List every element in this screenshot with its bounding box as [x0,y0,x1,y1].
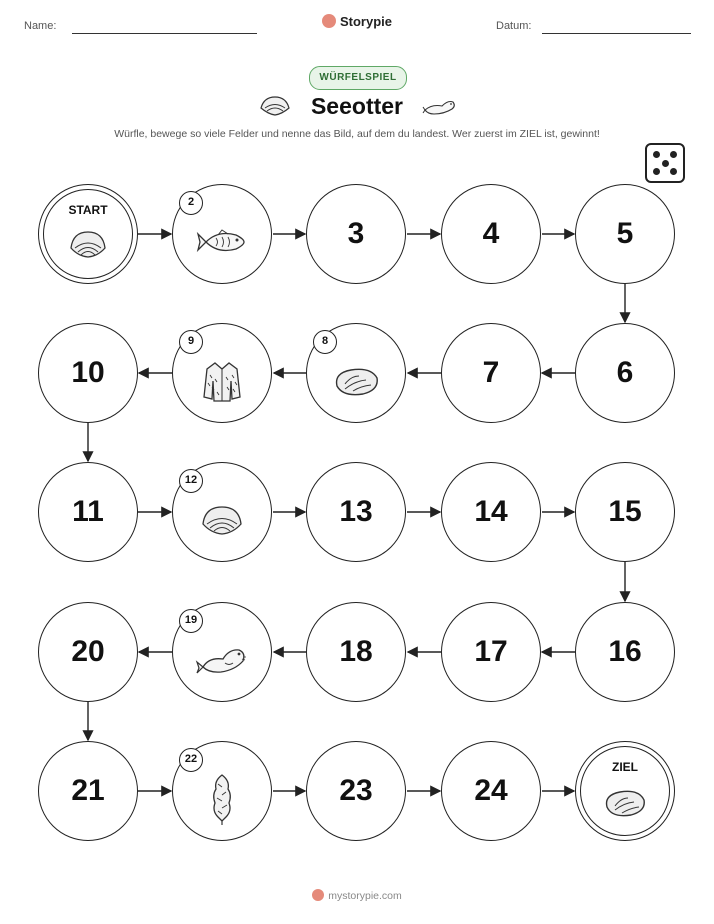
stone-icon [602,787,648,819]
goal-label: ZIEL [612,760,638,774]
board-cell-4 [441,184,541,284]
clam-icon [68,228,108,260]
board-cell-24 [441,741,541,841]
board-cell-23 [306,741,406,841]
cell-number-badge: 19 [179,609,203,633]
board-cell-21 [38,741,138,841]
cell-number: 10 [71,356,105,389]
instructions-text: Würfle, bewege so viele Felder und nenne das Bild, auf dem du landest. Wer zuerst im ZIEL ist, gewinnt! [114,128,600,140]
board-cell-6 [575,323,675,423]
sea-otter-icon [195,643,249,677]
start-label: START [68,203,108,217]
board-cell-14 [441,462,541,562]
page-title: Seeotter [310,93,404,119]
cell-number-badge: 2 [179,191,203,215]
cell-number: 16 [608,635,642,668]
cell-number: 15 [608,495,642,528]
board-cell-15 [575,462,675,562]
board-cell-3 [306,184,406,284]
cell-number: 14 [474,495,508,528]
cell-number-badge: 22 [179,748,203,772]
board-cell-11 [38,462,138,562]
cell-number: 3 [347,217,365,250]
board-cell-17 [441,602,541,702]
board-cell-5 [575,184,675,284]
board-cell-18 [306,602,406,702]
fur-coat-icon [202,359,242,403]
stone-icon [331,364,381,398]
start-cell [38,184,138,284]
cell-number: 6 [616,356,634,389]
cell-number: 24 [474,774,508,807]
date-label: Datum: [496,20,532,32]
cell-number-badge: 9 [179,330,203,354]
cell-number: 18 [339,635,373,668]
footer-url: mystorypie.com [328,890,402,902]
clam-icon [200,503,244,537]
kelp-leaf-icon [210,771,234,827]
cell-number: 20 [71,635,105,668]
board-cell-7 [441,323,541,423]
board-cell-13 [306,462,406,562]
bear-logo-icon [312,889,324,901]
cell-number: 7 [482,356,500,389]
board-cell-16 [575,602,675,702]
board-cell-10 [38,323,138,423]
cell-number: 4 [482,217,500,250]
goal-cell [575,741,675,841]
fish-icon [196,226,248,258]
brand-name: Storypie [339,14,392,29]
cell-number: 23 [339,774,373,807]
footer-link[interactable] [0,889,714,902]
game-type-badge: WÜRFELSPIEL [309,66,407,90]
cell-number: 13 [339,495,373,528]
name-label: Name: [24,20,57,32]
cell-number-badge: 8 [313,330,337,354]
cell-number: 21 [71,774,105,807]
cell-number: 17 [474,635,508,668]
cell-number: 11 [72,495,104,528]
cell-number: 5 [616,217,634,250]
cell-number-badge: 12 [179,469,203,493]
board-cell-20 [38,602,138,702]
